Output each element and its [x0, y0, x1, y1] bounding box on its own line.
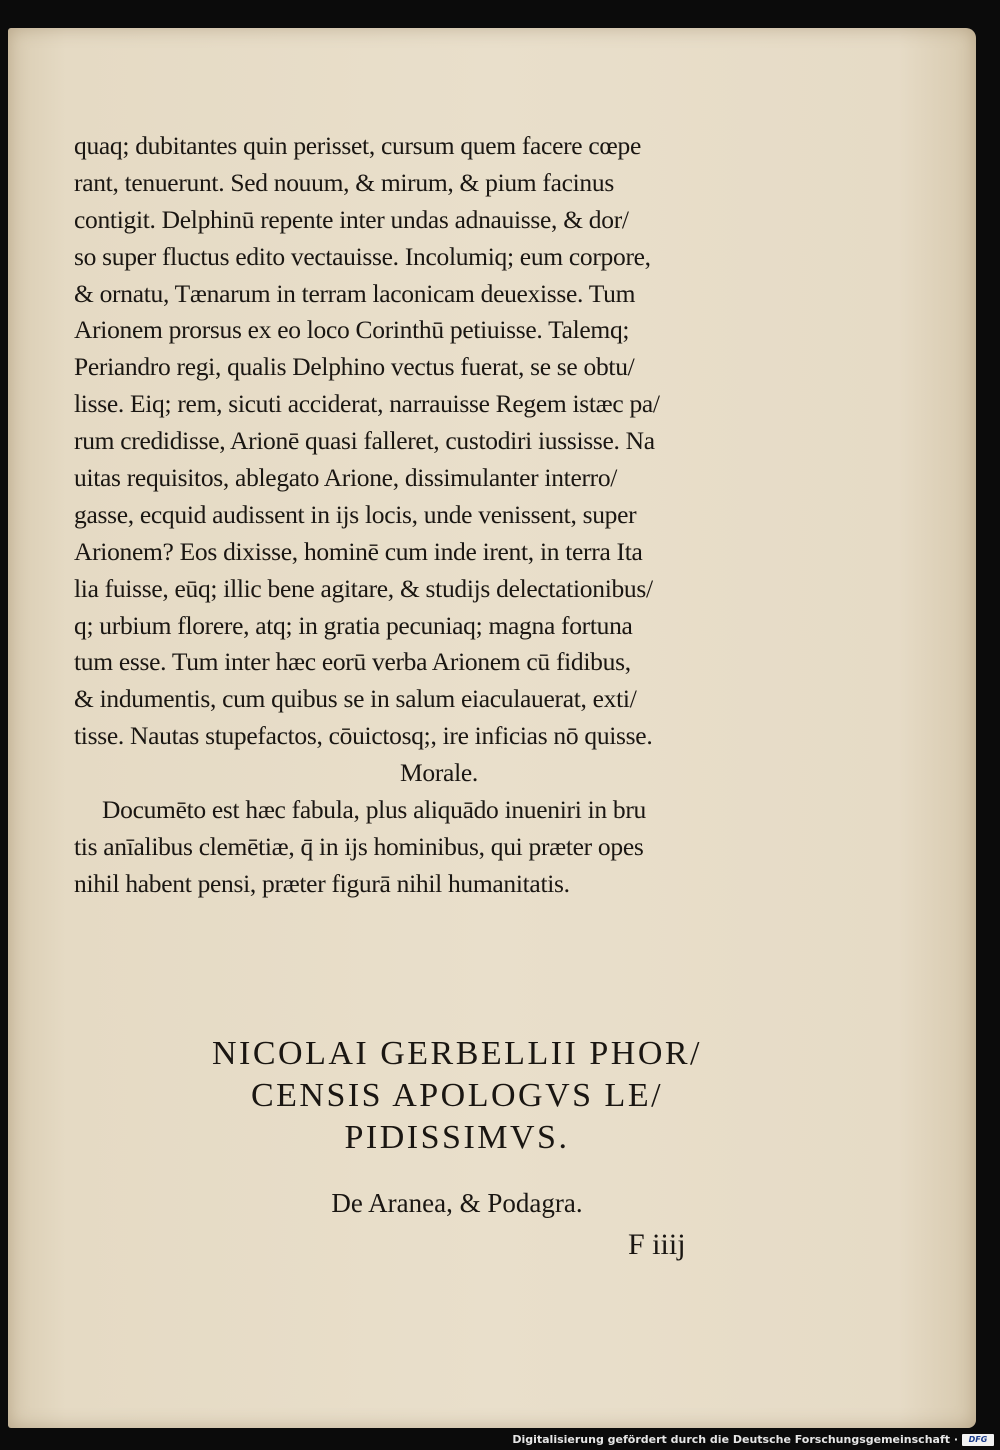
text-line: uitas requisitos, ablegato Arione, dissimulanter interro/ — [74, 463, 618, 493]
book-page — [8, 28, 976, 1428]
moral-line: nihil habent pensi, præter figurā nihil humanitatis. — [74, 868, 570, 898]
text-line: Arionem? Eos dixisse, hominē cum inde irent, in terra Ita — [74, 536, 643, 566]
text-line: & indumentis, cum quibus se in salum eiaculauerat, exti/ — [74, 684, 637, 714]
text-line: tisse. Nautas stupefactos, cōuictosq;, ire inficias nō quisse. — [74, 721, 653, 751]
text-line: lisse. Eiq; rem, sicuti acciderat, narrauisse Regem istæc pa/ — [74, 389, 660, 419]
title-line: NICOLAI GERBELLII PHOR/ — [211, 1035, 703, 1072]
text-line: gasse, ecquid audissent in ijs locis, unde venissent, super — [74, 499, 637, 529]
signature-mark: F iiij — [628, 1228, 686, 1261]
title-line: CENSIS APOLOGVS LE/ — [250, 1077, 664, 1114]
moral-line: Documēto est hæc fabula, plus aliquādo inueniri in bru — [102, 795, 646, 825]
text-line: lia fuisse, eūq; illic bene agitare, & studijs delectationibus/ — [74, 573, 653, 603]
dfg-logo-icon: DFG — [962, 1434, 994, 1446]
fable-text — [74, 128, 804, 903]
text-line: tum esse. Tum inter hæc eorū verba Arionem cū fidibus, — [74, 647, 631, 677]
footer-bar — [0, 1430, 1000, 1450]
text-line: so super fluctus edito vectauisse. Incolumiq; eum corpore, — [74, 241, 651, 271]
text-line: & ornatu, Tænarum in terram laconicam deuexisse. Tum — [74, 278, 636, 308]
text-line: Arionem prorsus ex eo loco Corinthū petiuisse. Talemq; — [74, 315, 630, 345]
text-line: q; urbium florere, atq; in gratia pecuniaq; magna fortuna — [74, 610, 633, 640]
text-line: Periandro regi, qualis Delphino vectus fuerat, se se obtu/ — [74, 352, 635, 382]
text-line: quaq; dubitantes quin perisset, cursum quem facere cœpe — [74, 131, 641, 160]
moral-heading: Morale. — [400, 758, 478, 788]
text-line: rant, tenuerunt. Sed nouum, & mirum, & pium facinus — [74, 167, 614, 197]
section-subtitle: De Aranea, & Podagra. — [331, 1188, 583, 1218]
text-line: rum credidisse, Arionē quasi falleret, custodiri iussisse. Na — [74, 426, 655, 456]
moral-line: tis anīalibus clemētiæ, q̄ in ijs hominibus, qui præter opes — [74, 831, 644, 861]
section-title — [74, 1033, 840, 1159]
text-line: contigit. Delphinū repente inter undas adnauisse, & dor/ — [74, 204, 629, 234]
title-line: PIDISSIMVS. — [344, 1119, 570, 1156]
funding-notice: Digitalisierung gefördert durch die Deutsche Forschungsgemeinschaft · — [512, 1433, 958, 1446]
